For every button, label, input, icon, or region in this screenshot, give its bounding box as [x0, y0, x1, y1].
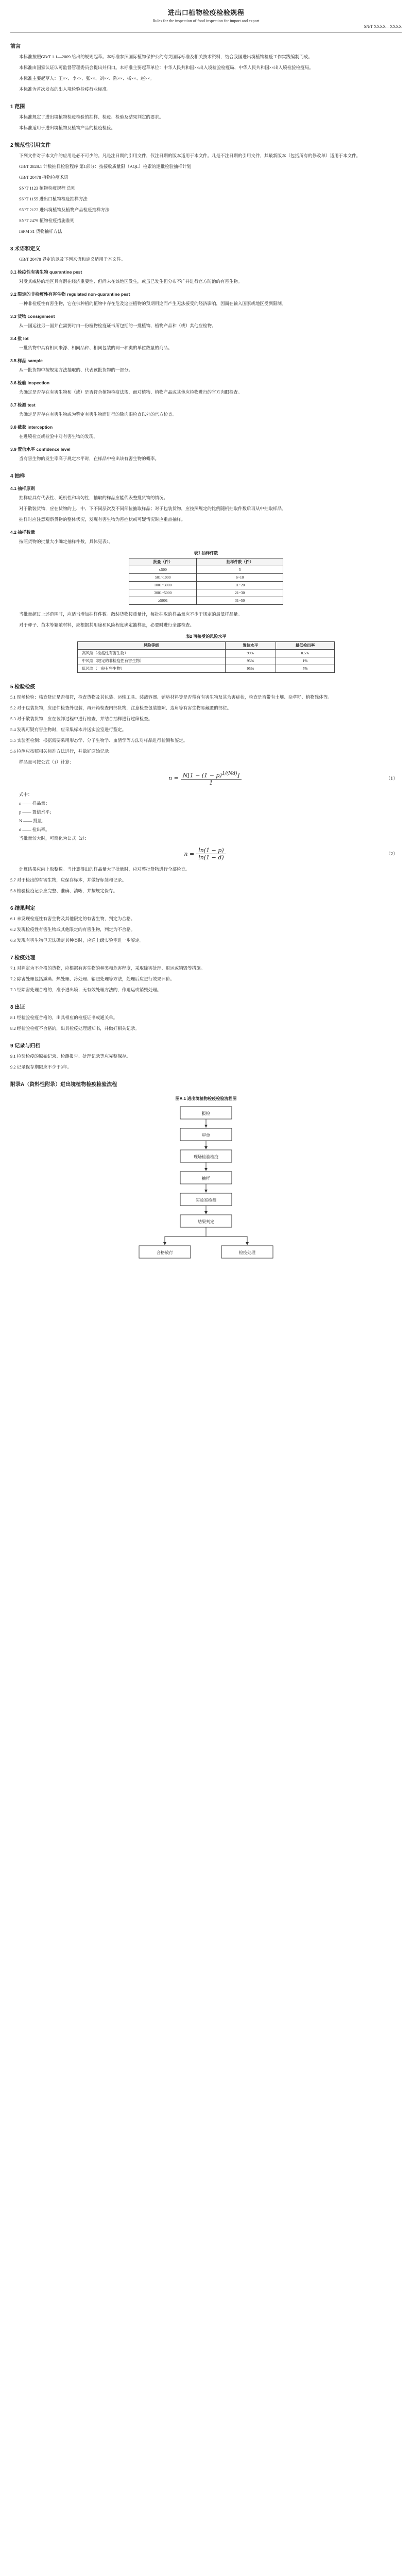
table-cell: 5% [276, 665, 334, 673]
document-title: 进出口植物检疫检验规程 [167, 9, 245, 16]
section-heading: 附录A（资料性附录）进出境植物检疫检验流程 [10, 1081, 117, 1088]
document-subtitle: Rules for the inspection of food inspection for import and export [152, 19, 260, 23]
terms-section [10, 244, 402, 462]
table-cell: 1001~3000 [129, 582, 197, 589]
table-cell: 99% [225, 650, 276, 657]
clause: 6.1 未发现检疫性有害生物及其他限定的有害生物，判定为合格。 [10, 916, 135, 921]
subsection-heading: 4.2 抽样数量 [10, 530, 36, 535]
references-section [10, 141, 402, 235]
flow-node [180, 1193, 232, 1206]
sampling-section [10, 471, 402, 673]
term-definition: 在进境检查或检验中对有害生物的发现。 [19, 434, 98, 439]
paragraph: 当批量超过上述范围时，应适当增加抽样件数。散装货物按重量计，每批抽取的样品量应不少于规定的最低样品量。 [19, 612, 243, 617]
process-flowchart [129, 1105, 283, 1280]
term-definition: 当有害生物的发生率高于规定水平时，在样品中检出该有害生物的概率。 [19, 456, 160, 461]
treatment-section [10, 953, 402, 993]
subsection-heading: 4.1 抽样原则 [10, 486, 36, 491]
table-cell: 5 [197, 566, 283, 574]
table-caption: 表1 抽样件数 [194, 551, 218, 555]
clause: 6.3 发现有害生物但无法确定其种类时，应送上级实验室进一步鉴定。 [10, 937, 144, 943]
table-cell: 11~20 [197, 582, 283, 589]
flow-node-label: 检疫处理 [239, 1250, 255, 1255]
term-heading: 3.3 货物 consignment [10, 314, 55, 319]
paragraph: 下列文件对于本文件的应用是必不可少的。凡是注日期的引用文件，仅注日期的版本适用于本文件。凡是不注日期的引用文件，其最新版本（包括所有的修改单）适用于本文件。 [19, 153, 361, 158]
flow-node [139, 1246, 191, 1258]
term-heading: 3.5 样品 sample [10, 358, 43, 363]
table-row [129, 582, 283, 589]
table-header: 抽样件数（件） [197, 558, 283, 566]
clause: 5.7 对于检出的有害生物，应保存标本，并做好标签和记录。 [10, 877, 127, 883]
clause: 8.1 经检验检疫合格的，出具相应的检疫证书或通关单。 [10, 1014, 118, 1020]
flow-node [180, 1215, 232, 1227]
reference-item: SN/T 2122 进出境植物及植物产品检疫抽样方法 [19, 207, 110, 212]
term-definition: 为确定是否存在有害生物或为鉴定有害生物而进行的除肉眼检查以外的官方检查。 [19, 412, 177, 417]
term-heading: 3.4 批 lot [10, 336, 29, 341]
reference-item: GB/T 20478 植物检疫术语 [19, 175, 68, 180]
section-heading: 9 记录与归档 [10, 1043, 41, 1049]
reference-item: SN/T 1123 植物检疫规程 总则 [19, 185, 76, 191]
sampling-table [129, 558, 283, 605]
flow-node [221, 1246, 273, 1258]
paragraph: GB/T 20478 界定的以及下列术语和定义适用于本文件。 [19, 257, 126, 262]
term-heading: 3.8 截获 interception [10, 425, 53, 430]
formula-2: n = $\frac{\ln(1 - p)}{\ln(1 - d)}$ （2） [184, 846, 398, 861]
table-row [129, 574, 283, 582]
table-header: 风险等级 [78, 642, 226, 650]
table-cell: 95% [225, 665, 276, 673]
table-cell: 0.5% [276, 650, 334, 657]
table-row [129, 589, 283, 597]
formula-where: p —— 置信水平； [19, 809, 55, 815]
table-header: 置信水平 [225, 642, 276, 650]
table-caption: 表2 可接受的风险水平 [185, 634, 227, 639]
equation-number: （1） [386, 776, 398, 782]
formula-fraction: $\frac{N[1 - (1 - p)^{1/(Nd)}]}{1}$ [181, 771, 242, 786]
table-cell: 中风险（限定的非检疫性有害生物） [78, 657, 226, 665]
clause: 8.2 经检验检疫不合格的，出具检疫处理通知书，并做好相关记录。 [10, 1025, 140, 1031]
term-definition: 从一国运往另一国并在需要时由一份植物检疫证书所包括的一批植物、植物产品和（或）其他应检物。 [19, 323, 216, 328]
flow-node-label: 合格放行 [157, 1250, 173, 1255]
table-row [129, 597, 283, 605]
paragraph: 样品量可按公式（1）计算： [19, 759, 74, 765]
clause: 5.3 对于散装货物，应在装卸过程中进行检查，并结合抽样进行过筛检查。 [10, 716, 153, 721]
table-cell: 高风险（检疫性有害生物） [78, 650, 226, 657]
risk-table [77, 641, 335, 673]
section-heading: 2 规范性引用文件 [10, 143, 51, 148]
term-definition: 一批货物中具有相同来源、相同品种、相同包装的同一种类的单位数量的商品。 [19, 345, 173, 350]
paragraph: 当批量较大时，可简化为公式（2）： [19, 835, 90, 841]
paragraph: 本标准为首次发布的出入境检验检疫行业标准。 [19, 87, 111, 92]
equation-number: （2） [386, 852, 398, 857]
inspection-section [10, 682, 402, 894]
table-header: 批量（件） [129, 558, 197, 566]
section-heading: 8 出证 [10, 1004, 25, 1010]
foreword-section [10, 42, 402, 93]
flow-node-label: 审单 [202, 1132, 210, 1138]
formula-1: n = $\frac{N[1 - (1 - p)^{1/(Nd)}]}{1}$ （1） [168, 771, 398, 786]
paragraph: 抽样应具有代表性、随机性和均匀性，抽取的样品应能代表整批货物的情况。 [19, 495, 168, 500]
clause: 7.3 经除害处理合格的，准予进出境；无有效处理方法的，作退运或销毁处理。 [10, 987, 162, 992]
formula-where: N —— 批量； [19, 818, 46, 823]
term-heading: 3.1 检疫性有害生物 quarantine pest [10, 269, 82, 275]
table-cell: ≥5001 [129, 597, 197, 605]
section-heading: 前言 [10, 44, 21, 49]
formula-fraction: $\frac{\ln(1 - p)}{\ln(1 - d)}$ [196, 847, 226, 861]
paragraph: 对于种子、苗木等繁殖材料，应根据其用途和风险程度确定抽样量，必要时进行全部检查。 [19, 622, 195, 628]
term-heading: 3.9 置信水平 confidence level [10, 447, 71, 452]
section-heading: 3 术语和定义 [10, 246, 41, 252]
section-heading: 4 抽样 [10, 473, 25, 479]
term-definition: 从一批货物中按规定方法抽取的、代表该批货物的一部分。 [19, 367, 133, 372]
clause: 6.2 发现检疫性有害生物或其他限定的有害生物，判定为不合格。 [10, 926, 135, 932]
term-heading: 3.6 检验 inspection [10, 380, 50, 385]
flow-node [180, 1172, 232, 1184]
table-row [129, 566, 283, 574]
table-cell: 3001~5000 [129, 589, 197, 597]
reference-item: GB/T 2828.1 计数抽样检验程序 第1部分：按接收质量限（AQL）检索的逐批检验抽样计划 [19, 164, 192, 169]
clause: 5.8 检验检疫记录应完整、准确、清晰，并按规定保存。 [10, 888, 118, 893]
clause: 7.2 除害处理包括熏蒸、热处理、冷处理、辐照处理等方法，处理后应进行效果评价。 [10, 976, 175, 981]
paragraph: 本标准规定了进出境植物检疫检验的抽样、检疫、检验及结果判定的要求。 [19, 114, 164, 120]
document-page [10, 7, 402, 1280]
flow-node-label: 报检 [202, 1111, 210, 1116]
clause: 5.1 现场检验：核查货证是否相符，检查货物及其包装、运输工具、装载容器、铺垫材料等是否带有有害生物及其为害症状，检查是否带有土壤、杂草籽、植物残体等。 [10, 694, 332, 700]
section-heading: 1 范围 [10, 104, 25, 110]
term-definition: 对受其威胁的地区具有潜在经济重要性、但尚未在该地区发生，或虽已发生但分布不广并进行官方防治的有害生物。 [19, 279, 243, 284]
formula-where: 式中： [19, 791, 32, 797]
clause: 5.6 检测应按照相关标准方法进行，并做好原始记录。 [10, 749, 113, 754]
term-definition: 一种非检疫性有害生物，它在供种植的植物中存在危及这些植物的预期用途而产生无法接受的经济影响，因而在输入国家或地区受到限制。 [19, 301, 286, 306]
table-cell: 95% [225, 657, 276, 665]
flow-node-label: 实验室检测 [196, 1197, 216, 1202]
scope-section [10, 102, 402, 131]
clause: 5.2 对于包装货物，应逐件检查外包装，再开箱检查内部货物，注意检查包装缝隙、边角等有害生物易藏匿的部位。 [10, 705, 232, 710]
certificate-section [10, 1003, 402, 1032]
table-header: 最低检出率 [276, 642, 334, 650]
clause: 5.4 发现可疑有害生物时，应采集标本并送实验室进行鉴定。 [10, 727, 127, 732]
term-heading: 3.2 限定的非检疫性有害生物 regulated non-quarantine pest [10, 292, 130, 297]
table-cell: 6~10 [197, 574, 283, 582]
clause: 5.5 实验室检测：根据需要采用形态学、分子生物学、血清学等方法对样品进行检测和鉴定。 [10, 738, 188, 743]
formula-where: n —— 样品量； [19, 800, 50, 806]
flow-node-label: 抽样 [202, 1176, 210, 1181]
flow-section [10, 1080, 402, 1280]
paragraph: 本标准适用于进出境植物及植物产品的检疫检验。 [19, 125, 116, 130]
flow-node [180, 1107, 232, 1119]
table-row [78, 657, 335, 665]
table-cell: 31~50 [197, 597, 283, 605]
term-definition: 为确定是否存在有害生物和（或）是否符合植物检疫法规，而对植物、植物产品或其他应检物进行的官方肉眼检查。 [19, 389, 243, 395]
clause: 9.2 记录保存期限应不少于3年。 [10, 1064, 72, 1070]
table-cell: 501~1000 [129, 574, 197, 582]
flow-node-label: 结果判定 [198, 1219, 214, 1224]
table-cell: 低风险（一般有害生物） [78, 665, 226, 673]
paragraph: 计算结果应向上取整数。当计算得出的样品量大于批量时，应对整批货物进行全部检查。 [19, 866, 190, 872]
figure-caption: 图A.1 进出境植物检疫检验流程图 [175, 1096, 237, 1101]
paragraph: 本标准由国家认证认可监督管理委员会提出并归口。本标准主要起草单位：中华人民共和国××出入境检验检疫局、中华人民共和国××出入境检验检疫局。 [19, 65, 314, 70]
table-row [78, 665, 335, 673]
reference-item: SN/T 2479 植物检疫措施准则 [19, 218, 75, 223]
reference-item: ISPM 31 货物抽样方法 [19, 229, 62, 234]
paragraph: 抽样时应注意观察货物的整体状况，发现有害生物为害症状或可疑情况时应重点抽样。 [19, 517, 186, 522]
reference-item: SN/T 1155 进出口植物检疫抽样方法 [19, 196, 88, 201]
result-section [10, 904, 402, 944]
formula-where: d —— 检出率。 [19, 826, 50, 832]
paragraph: 对于散装货物，应在货物的上、中、下不同层次及不同部位抽取样品；对于包装货物，应按照规定的比例随机抽取件数后再从中抽取样品。 [19, 506, 286, 511]
section-heading: 5 检验检疫 [10, 684, 36, 690]
flow-node-label: 现场检验检疫 [194, 1154, 218, 1159]
paragraph: 本标准主要起草人：王××、李××、张××、刘××、陈××、杨××、赵××。 [19, 76, 154, 81]
paragraph: 本标准按照GB/T 1.1—2009 给出的规则起草。本标准参照国际植物保护公约有关国际标准及相关技术资料，结合我国进出境植物检疫工作实践编制而成。 [19, 54, 313, 59]
section-heading: 6 结果判定 [10, 905, 36, 911]
term-heading: 3.7 检测 test [10, 402, 36, 408]
section-heading: 7 检疫处理 [10, 955, 36, 961]
paragraph: 按照货物的批量大小确定抽样件数，具体见表1。 [19, 539, 113, 544]
clause: 7.1 对判定为不合格的货物，应根据有害生物的种类和危害程度，采取除害处理、退运或销毁等措施。 [10, 965, 205, 971]
document-number: SN/T XXXX—XXXX [364, 24, 402, 29]
flow-node [180, 1128, 232, 1141]
table-cell: 21~30 [197, 589, 283, 597]
table-cell: ≤500 [129, 566, 197, 574]
table-cell: 1% [276, 657, 334, 665]
flow-node [180, 1150, 232, 1162]
records-section [10, 1041, 402, 1071]
clause: 9.1 检验检疫的原始记录、检测报告、处理记录等应完整保存。 [10, 1053, 131, 1059]
table-row [78, 650, 335, 657]
